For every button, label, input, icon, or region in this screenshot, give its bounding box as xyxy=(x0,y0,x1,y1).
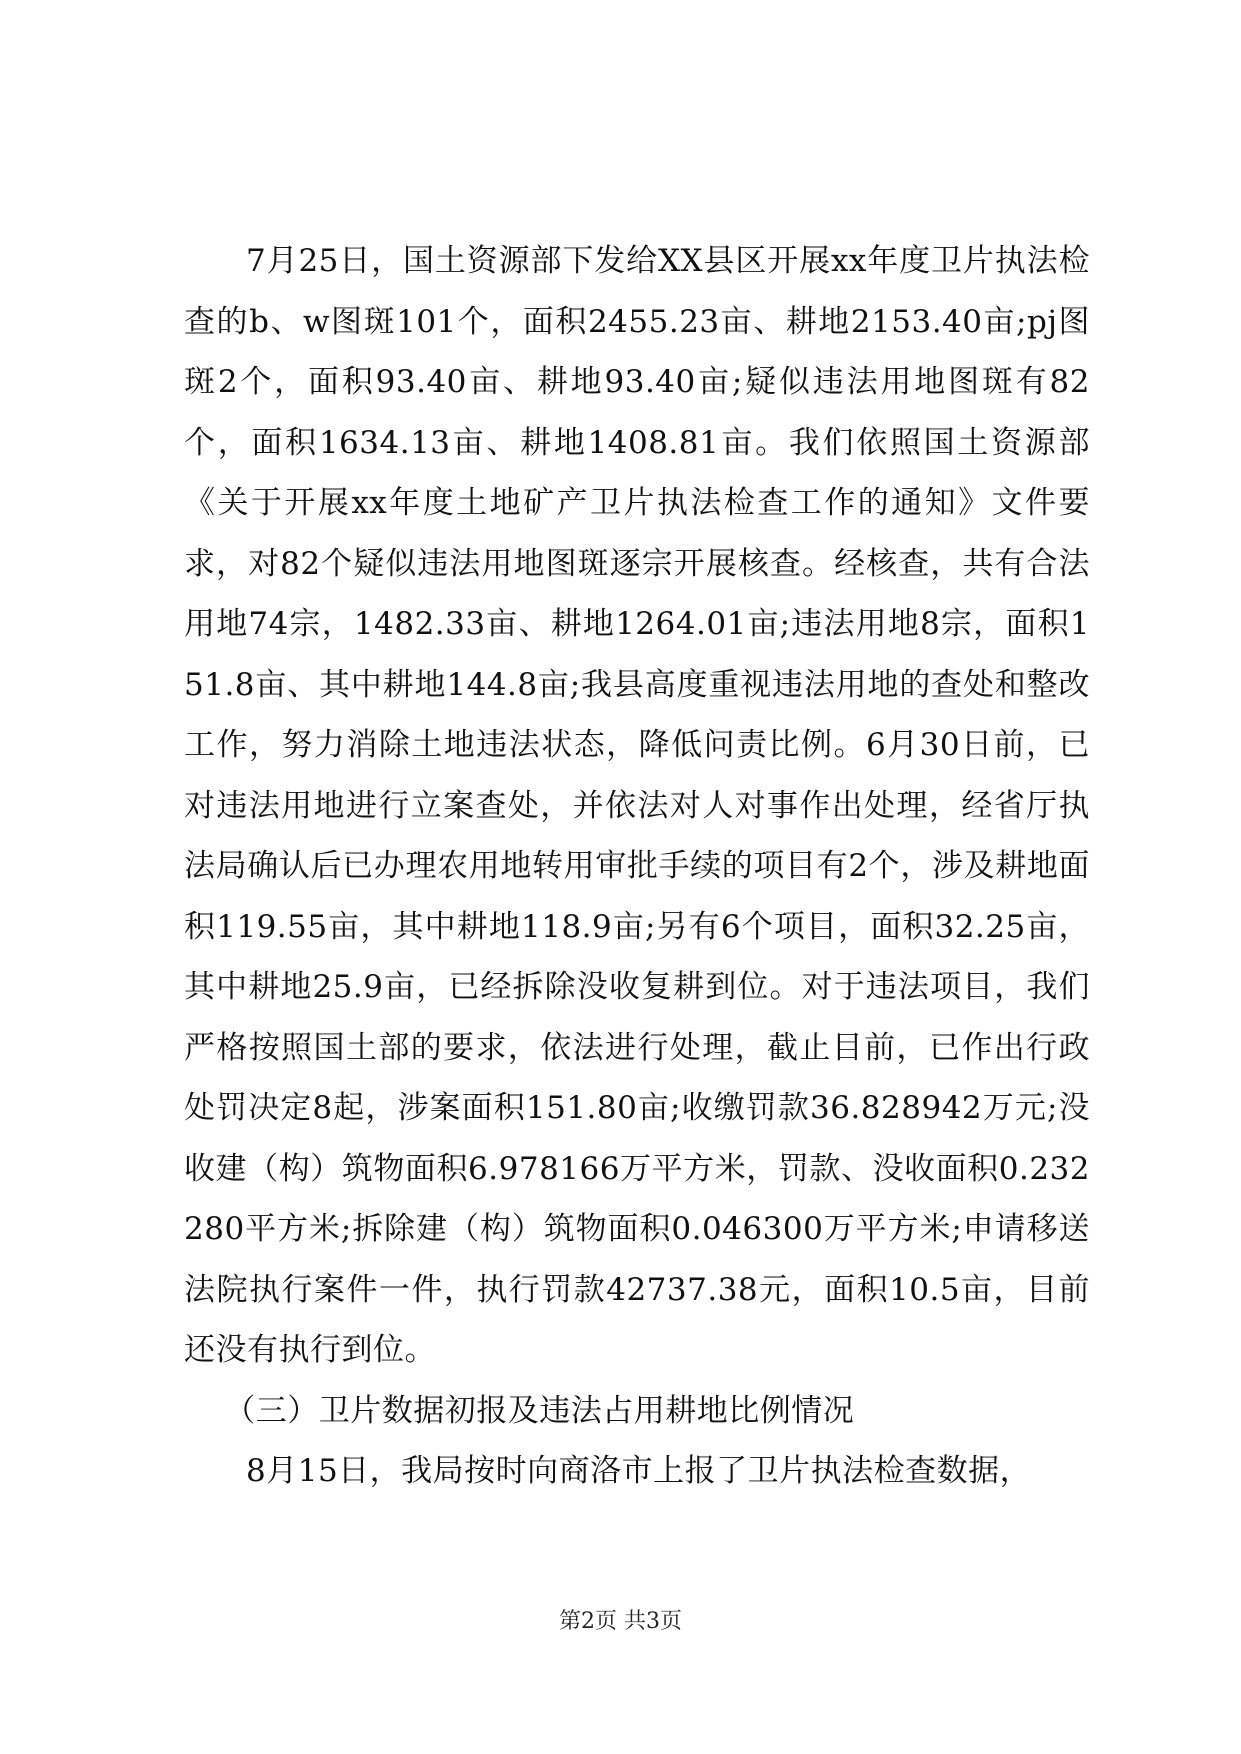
page-number-footer: 第2页 共3页 xyxy=(559,1609,682,1634)
paragraph-data-report: 8月15日，我局按时向商洛市上报了卫片执法检查数据， xyxy=(246,1453,1032,1489)
document-body xyxy=(184,231,1090,1502)
paragraph-land-violation-review: 7月25日，国土资源部下发给XX县区开展xx年度卫片执法检查的b、w图斑101个，面积2455.23亩、耕地2153.40亩;pj图斑2个，面积93.40亩、耕地93.40亩;疑似违法用地图斑有82个，面积1634.13亩、耕地1408.81亩。我们依照国土资源部《关于开展xx年度土地矿产卫片执法检查工作的通知》文件要求，对82个疑似违法用地图斑逐宗开展核查。经核查，共有合法用地74宗，1482.33亩、耕地1264.01亩;违法用地8宗，面积151.8亩、其中耕地144.8亩;我县高度重视违法用地的查处和整改工作，努力消除土地违法状态，降低问责比例。6月30日前，已对违法用地进行立案查处，并依法对人对事作出处理，经省厅执法局确认后已办理农用地转用审批手续的项目有2个，涉及耕地面积119.55亩，其中耕地118.9亩;另有6个项目，面积32.25亩，其中耕地25.9亩，已经拆除没收复耕到位。对于违法项目，我们严格按照国土部的要求，依法进行处理，截止目前，已作出行政处罚决定8起，涉案面积151.80亩;收缴罚款36.828942万元;没收建（构）筑物面积6.978166万平方米，罚款、没收面积0.232280平方米;拆除建（构）筑物面积0.046300万平方米;申请移送法院执行案件一件，执行罚款42737.38元，面积10.5亩，目前还没有执行到位。 xyxy=(184,243,1091,1368)
section-heading-satellite-data: （三）卫片数据初报及违法占用耕地比例情况 xyxy=(224,1392,855,1429)
